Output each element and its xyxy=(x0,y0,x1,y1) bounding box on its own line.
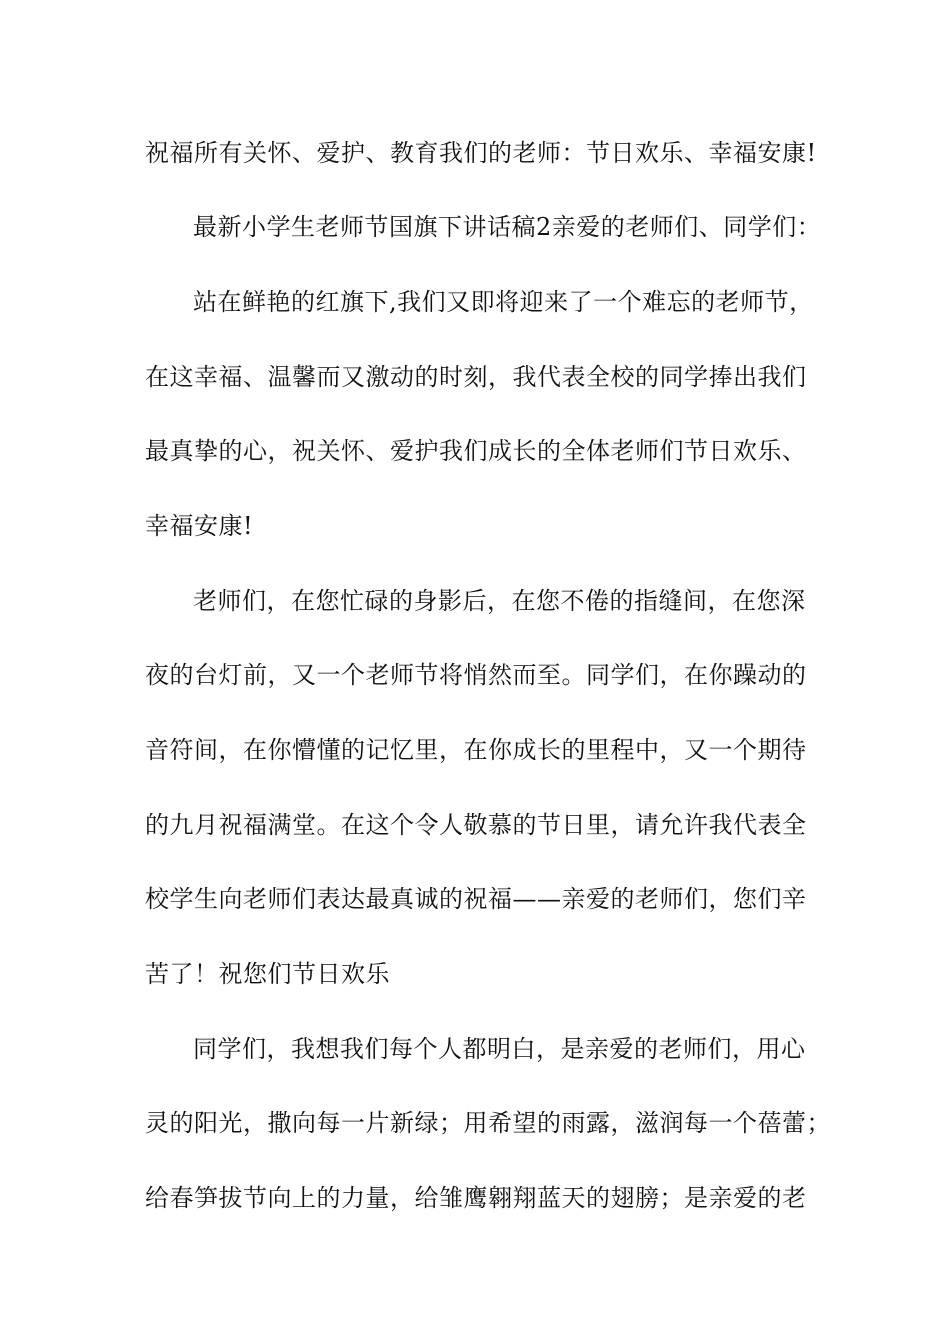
text-line-2: 最新小学生老师节国旗下讲话稿2亲爱的老师们、同学们： xyxy=(193,213,822,241)
text-line-15: 给春笋拔节向上的力量，给雏鹰翱翔蓝天的翅膀；是亲爱的老 xyxy=(145,1184,807,1212)
text-line-7: 老师们，在您忙碌的身影后，在您不倦的指缝间，在您深 xyxy=(193,587,806,615)
text-line-12: 苦了！祝您们节日欢乐 xyxy=(145,960,390,988)
text-line-9: 音符间，在你懵懂的记忆里，在你成长的里程中，又一个期待 xyxy=(145,736,807,764)
text-line-10: 的九月祝福满堂。在这个令人敬慕的节日里，请允许我代表全 xyxy=(145,811,807,839)
text-line-11: 校学生向老师们表达最真诚的祝福——亲爱的老师们，您们辛 xyxy=(145,885,807,913)
text-line-4: 在这幸福、温馨而又激动的时刻，我代表全校的同学捧出我们 xyxy=(145,363,807,391)
text-line-6: 幸福安康! xyxy=(145,512,254,540)
text-line-1: 祝福所有关怀、爱护、教育我们的老师：节日欢乐、幸福安康! xyxy=(145,139,817,167)
text-line-8: 夜的台灯前，又一个老师节将悄然而至。同学们，在你躁动的 xyxy=(145,661,807,689)
text-line-5: 最真挚的心，祝关怀、爱护我们成长的全体老师们节日欢乐、 xyxy=(145,437,807,465)
text-line-13: 同学们，我想我们每个人都明白，是亲爱的老师们，用心 xyxy=(193,1035,806,1063)
text-line-3: 站在鲜艳的红旗下,我们又即将迎来了一个难忘的老师节， xyxy=(193,288,814,316)
text-line-14: 灵的阳光，撒向每一片新绿；用希望的雨露，滋润每一个蓓蕾； xyxy=(145,1109,831,1137)
